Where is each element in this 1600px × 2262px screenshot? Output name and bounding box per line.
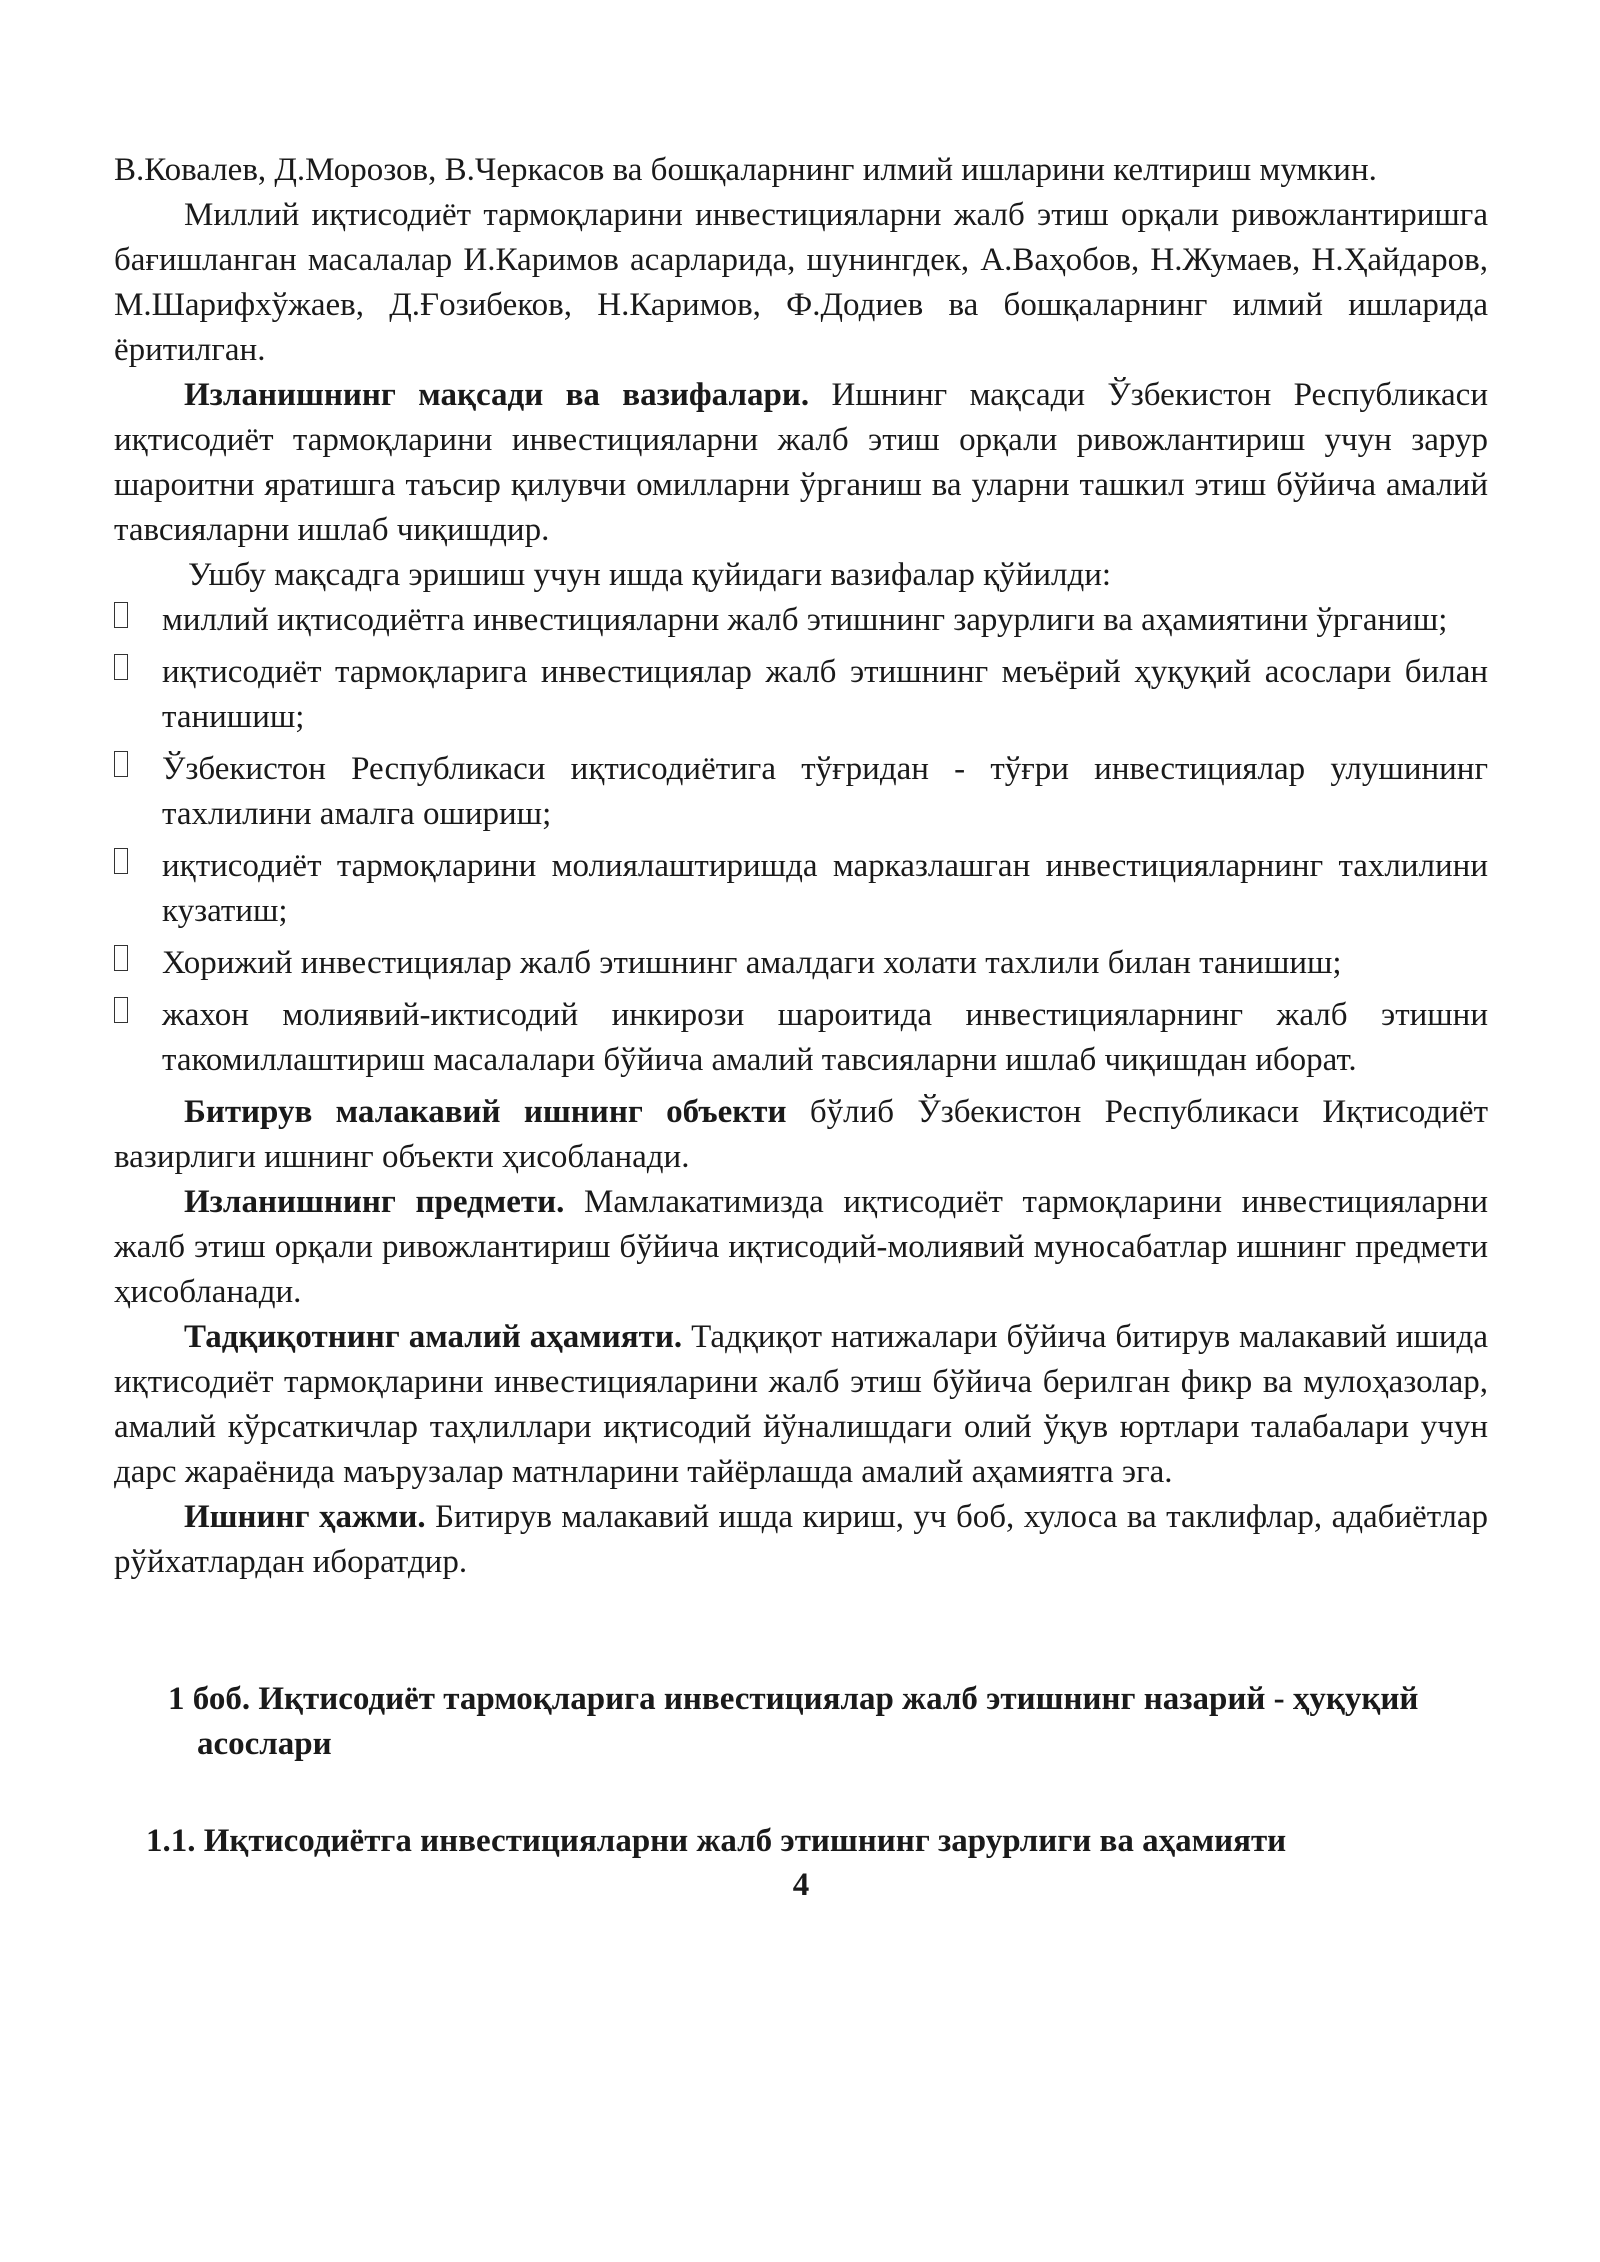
work-volume-text: Битирув малакавий ишда кириш, уч боб, хулоса ва таклифлар, адабиётлар рўйхатлардан иборатдир.	[114, 1499, 1488, 1580]
chapter-title: 1 боб. Иқтисодиёт тармоқларига инвестициялар жалб этишнинг назарий - ҳуқуқий асослари	[168, 1681, 1419, 1762]
bullet-icon	[114, 997, 128, 1023]
list-item	[114, 598, 1488, 643]
page-number: 4	[792, 1867, 810, 1903]
list-item-text: иқтисодиёт тармоқларига инвестициялар жалб этишнинг меъёрий ҳуқуқий асослари билан танишиш;	[162, 654, 1488, 735]
bullet-icon	[114, 602, 128, 628]
paragraph-research-goal	[114, 373, 1488, 553]
research-subject-heading: Изланишнинг предмети.	[184, 1184, 565, 1220]
document-page	[114, 148, 1488, 1908]
list-item	[114, 941, 1488, 986]
list-item	[114, 844, 1488, 934]
list-item-text: миллий иқтисодиётга инвестицияларни жалб этишнинг зарурлиги ва аҳамиятини ўрганиш;	[162, 602, 1448, 638]
list-item	[114, 747, 1488, 837]
list-item	[114, 993, 1488, 1083]
paragraph-research-subject	[114, 1180, 1488, 1315]
section-title: 1.1. Иқтисодиётга инвестицияларни жалб этишнинг зарурлиги ва аҳамияти	[146, 1823, 1287, 1859]
bullet-icon	[114, 945, 128, 971]
paragraph-authors-continued: В.Ковалев, Д.Морозов, В.Черкасов ва бошқаларнинг илмий ишларини келтириш мумкин.	[114, 152, 1377, 188]
paragraph-literature-review: Миллий иқтисодиёт тармоқларини инвестицияларни жалб этиш орқали ривожлантиришга бағишланган масалалар И.Каримов асарларида, шунингдек, А.Ваҳобов, Н.Жумаев, Н.Ҳайдаров, М.Шарифхўжаев, Д.Ғозибеков, Н.Каримов, Ф.Додиев ва бошқаларнинг илмий ишларида ёритилган.	[114, 197, 1488, 368]
bullet-icon	[114, 654, 128, 680]
list-item-text: жахон молиявий-иктисодий инкирози шароитида инвестицияларнинг жалб этишни такомиллаштириш масалалари бўйича амалий тавсияларни ишлаб чиқишдан иборат.	[162, 997, 1488, 1078]
practical-significance-heading: Тадқиқотнинг амалий аҳамияти.	[184, 1319, 683, 1355]
work-volume-heading: Ишнинг ҳажми.	[184, 1499, 426, 1535]
research-goal-heading: Изланишнинг мақсади ва вазифалари.	[184, 377, 810, 413]
tasks-list	[114, 598, 1488, 1083]
practical-significance-text: Тадқиқот натижалари бўйича битирув малакавий ишида иқтисодиёт тармоқларини инвестицияларини жалб этиш бўйича берилган фикр ва мулоҳазолар, амалий кўрсаткичлар таҳлиллари иқтисодий йўналишдаги олий ўқув юртлари талабалари учун дарс жараёнида маърузалар матнларини тайёрлашда амалий аҳамиятга эга.	[114, 1319, 1488, 1490]
research-object-heading: Битирув малакавий ишнинг объекти	[184, 1094, 787, 1130]
bullet-icon	[114, 848, 128, 874]
paragraph-research-object	[114, 1090, 1488, 1180]
paragraph-work-volume	[114, 1495, 1488, 1585]
list-item-text: Хорижий инвестициялар жалб этишнинг амалдаги холати тахлили билан танишиш;	[162, 945, 1342, 981]
research-subject-text: Мамлакатимизда иқтисодиёт тармоқларини инвестицияларни жалб этиш орқали ривожлантириш бўйича иқтисодий-молиявий муносабатлар ишнинг предмети ҳисобланади.	[114, 1184, 1488, 1310]
tasks-intro: Ушбу мақсадга эришиш учун ишда қуйидаги вазифалар қўйилди:	[188, 557, 1112, 593]
list-item	[114, 650, 1488, 740]
research-object-text: бўлиб Ўзбекистон Республикаси Иқтисодиёт вазирлиги ишнинг объекти ҳисобланади.	[114, 1094, 1488, 1175]
list-item-text: Ўзбекистон Республикаси иқтисодиётига тўғридан - тўғри инвестициялар улушининг тахлилини амалга ошириш;	[162, 751, 1488, 832]
bullet-icon	[114, 751, 128, 777]
list-item-text: иқтисодиёт тармоқларини молиялаштиришда марказлашган инвестицияларнинг тахлилини кузатиш;	[162, 848, 1488, 929]
research-goal-text: Ишнинг мақсади Ўзбекистон Республикаси иқтисодиёт тармоқларини инвестицияларни жалб этиш орқали ривожлантириш учун зарур шароитни яратишга таъсир қилувчи омилларни ўрганиш ва уларни ташкил этиш бўйича амалий тавсияларни ишлаб чиқишдир.	[114, 377, 1488, 548]
paragraph-practical-significance	[114, 1315, 1488, 1495]
